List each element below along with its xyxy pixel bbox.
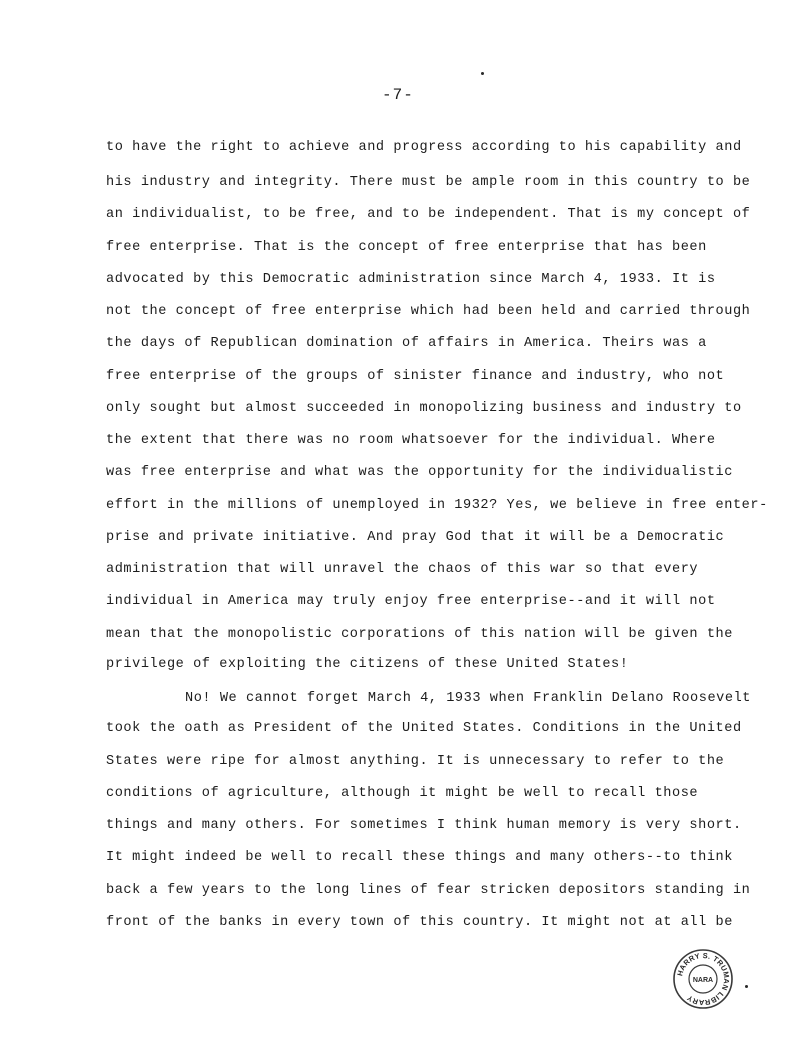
library-stamp-icon	[672, 948, 734, 1010]
text-line: States were ripe for almost anything. It is unnecessary to refer to the	[106, 754, 725, 769]
text-line: the days of Republican domination of affairs in America. Theirs was a	[106, 336, 707, 351]
text-line: to have the right to achieve and progress according to his capability and	[106, 140, 742, 155]
text-line: individual in America may truly enjoy free enterprise--and it will not	[106, 594, 716, 609]
text-line: conditions of agriculture, although it might be well to recall those	[106, 786, 699, 801]
text-line: not the concept of free enterprise which had been held and carried through	[106, 304, 751, 319]
text-line: front of the banks in every town of this country. It might not at all be	[106, 915, 733, 930]
text-line: took the oath as President of the United States. Conditions in the United	[106, 721, 742, 736]
text-line: only sought but almost succeeded in monopolizing business and industry to	[106, 401, 742, 416]
ink-speck	[481, 72, 484, 75]
text-line: No! We cannot forget March 4, 1933 when Franklin Delano Roosevelt	[185, 691, 751, 706]
text-line: effort in the millions of unemployed in 1932? Yes, we believe in free enter-	[106, 498, 768, 513]
text-line: free enterprise. That is the concept of free enterprise that has been	[106, 240, 707, 255]
stamp-center-text: NARA	[692, 977, 714, 984]
page-number: -7-	[382, 86, 414, 104]
text-line: It might indeed be well to recall these things and many others--to think	[106, 850, 733, 865]
text-line: mean that the monopolistic corporations of this nation will be given the	[106, 627, 733, 642]
text-line: was free enterprise and what was the opportunity for the individualistic	[106, 465, 733, 480]
text-line: free enterprise of the groups of sinister finance and industry, who not	[106, 369, 725, 384]
stamp-arc-text: HARRY S. TRUMAN LIBRARY	[675, 950, 732, 1008]
text-line: privilege of exploiting the citizens of these United States!	[106, 657, 629, 672]
ink-speck	[745, 985, 748, 988]
text-line: advocated by this Democratic administration since March 4, 1933. It is	[106, 272, 716, 287]
text-line: his industry and integrity. There must be ample room in this country to be	[106, 175, 751, 190]
text-line: prise and private initiative. And pray God that it will be a Democratic	[106, 530, 725, 545]
text-line: back a few years to the long lines of fear stricken depositors standing in	[106, 883, 751, 898]
text-line: administration that will unravel the chaos of this war so that every	[106, 562, 699, 577]
text-line: an individualist, to be free, and to be independent. That is my concept of	[106, 207, 751, 222]
text-line: things and many others. For sometimes I think human memory is very short.	[106, 818, 742, 833]
text-line: the extent that there was no room whatsoever for the individual. Where	[106, 433, 716, 448]
